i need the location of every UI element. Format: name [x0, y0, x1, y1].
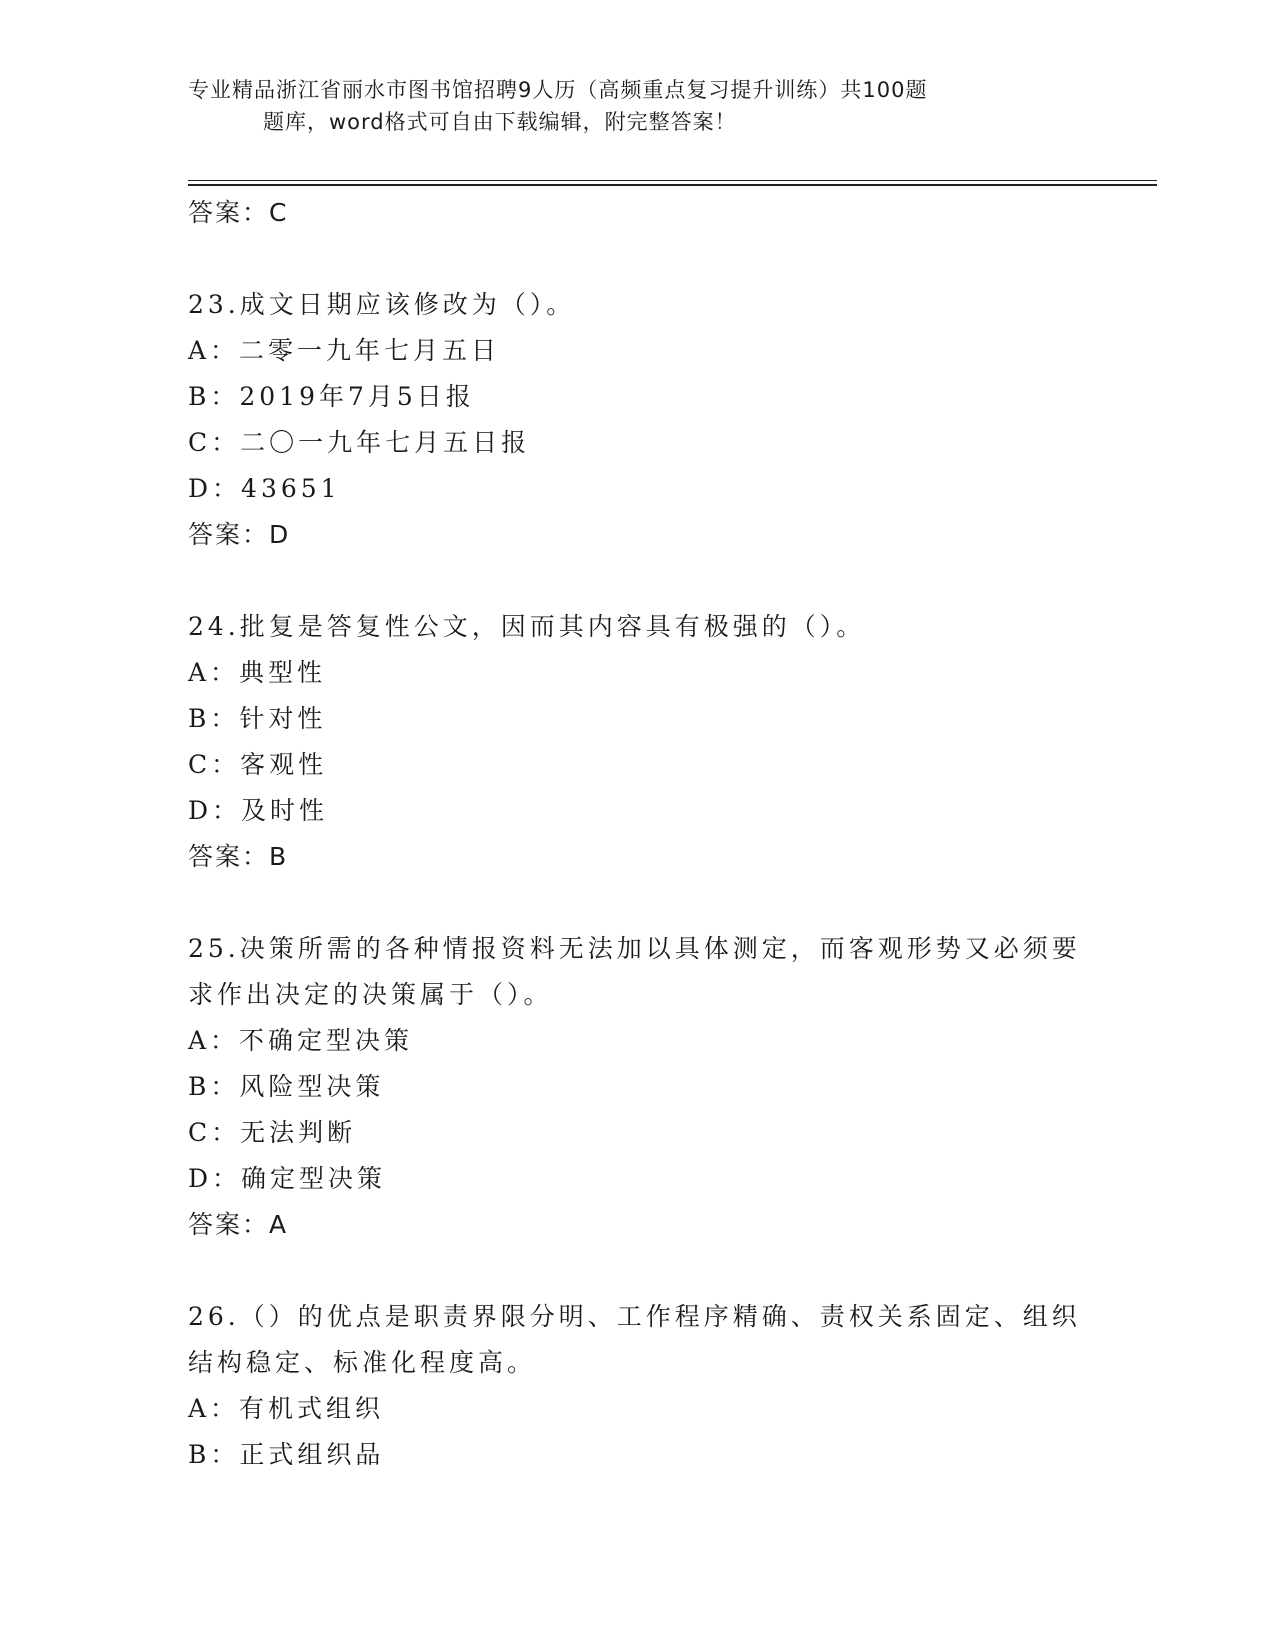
option-c: C：无法判断 [188, 1118, 357, 1147]
question-stem: 24.批复是答复性公文，因而其内容具有极强的（）。 [188, 612, 866, 641]
header-divider-thick [188, 184, 1157, 186]
answer-line: 答案：A [188, 1210, 289, 1239]
question-stem: 23.成文日期应该修改为（）。 [188, 290, 576, 319]
option-b: B：风险型决策 [188, 1072, 385, 1101]
option-d: D：43651 [188, 474, 341, 503]
option-a: A：不确定型决策 [188, 1026, 414, 1055]
spacer [188, 558, 1088, 604]
document-header [188, 74, 1048, 138]
question-list [188, 190, 1088, 1478]
spacer [188, 236, 1088, 282]
spacer [188, 1248, 1088, 1294]
question-stem-line2: 求作出决定的决策属于（）。 [188, 980, 553, 1009]
answer-line: 答案：D [188, 520, 291, 549]
option-b: B：2019年7月5日报 [188, 382, 475, 411]
question-stem-line1: 25.决策所需的各种情报资料无法加以具体测定，而客观形势又必须要 [188, 934, 1081, 963]
question-block [188, 926, 1088, 1248]
question-stem-line1: 26.（）的优点是职责界限分明、工作程序精确、责权关系固定、组织 [188, 1302, 1081, 1331]
header-title-line1: 专业精品浙江省丽水市图书馆招聘9人历（高频重点复习提升训练）共100题 [188, 78, 928, 102]
option-b: B：正式组织品 [188, 1440, 385, 1469]
option-a: A：二零一九年七月五日 [188, 336, 501, 365]
question-stem-line2: 结构稳定、标准化程度高。 [188, 1348, 537, 1377]
question-block [188, 604, 1088, 880]
question-block [188, 1294, 1088, 1478]
spacer [188, 880, 1088, 926]
question-block [188, 282, 1088, 558]
header-divider-thin [188, 180, 1157, 181]
option-c: C：客观性 [188, 750, 328, 779]
option-c: C：二〇一九年七月五日报 [188, 428, 531, 457]
header-title-line2: 题库，word格式可自由下载编辑，附完整答案！ [263, 110, 737, 134]
answer-line: 答案：C [188, 198, 289, 227]
option-a: A：有机式组织 [188, 1394, 385, 1423]
option-b: B：针对性 [188, 704, 327, 733]
option-a: A：典型性 [188, 658, 327, 687]
option-d: D：及时性 [188, 796, 329, 825]
answer-line: 答案：B [188, 842, 289, 871]
option-d: D：确定型决策 [188, 1164, 387, 1193]
